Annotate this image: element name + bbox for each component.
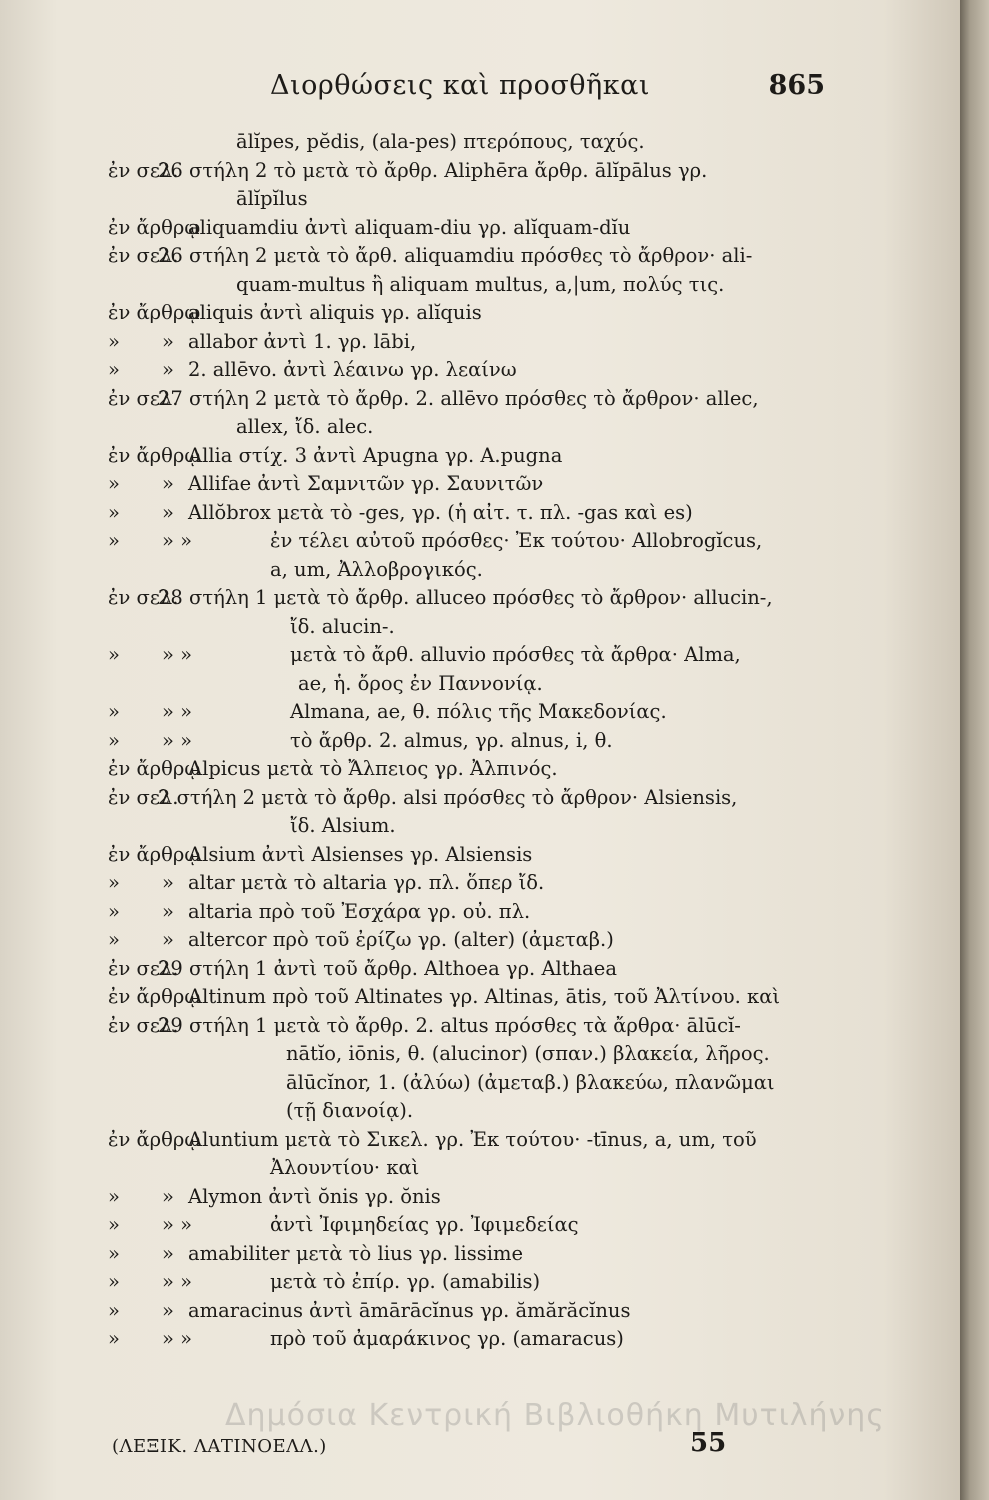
ditto-marker: » »	[162, 1213, 193, 1236]
errata-text: Ἀλουντίου· καὶ	[270, 1156, 420, 1179]
location-marker: »	[108, 728, 120, 752]
errata-text: ἀντὶ Ἰφιμηδείας γρ. Ἰφιμεδείας	[270, 1213, 579, 1236]
location-marker: »	[108, 1213, 120, 1236]
errata-text: Alymon ἀντὶ ŏnis γρ. ŏnis	[188, 1184, 441, 1208]
errata-line	[0, 812, 960, 841]
ditto-marker: » »	[162, 700, 193, 723]
errata-line	[0, 1154, 960, 1183]
errata-text: Almana, ae, θ. πόλις τῆς Μακεδονίας.	[290, 700, 667, 723]
errata-text: nātĭo, iōnis, θ. (alucinor) (σπαν.) βλακεία, λῆρος.	[286, 1042, 770, 1065]
ditto-marker: »	[162, 500, 174, 524]
location-marker: ἐν ἄρθρῳ	[108, 215, 201, 239]
errata-text: Aluntium μετὰ τὸ Σικελ. γρ. Ἐκ τούτου· -tīnus, a, um, τοῦ	[188, 1127, 757, 1151]
errata-text: 29 στήλη 1 μετὰ τὸ ἄρθρ. 2. altus πρόσθες τὰ ἄρθρα· ālūcĭ-	[158, 1013, 741, 1037]
printer-signature: (ΛΕΞΙΚ. ΛΑΤΙΝΟΕΛΛ.)	[112, 1436, 327, 1457]
errata-text: μετὰ τὸ ἄρθ. alluvio πρόσθες τὰ ἄρθρα· Alma,	[290, 643, 741, 666]
errata-line	[0, 1183, 960, 1212]
errata-line	[0, 1297, 960, 1326]
location-marker: »	[108, 472, 120, 495]
ditto-marker: » »	[162, 728, 193, 752]
errata-line	[0, 1097, 960, 1126]
errata-line	[0, 1211, 960, 1240]
location-marker: »	[108, 700, 120, 723]
errata-text: 29 στήλη 1 ἀντὶ τοῦ ἄρθρ. Althoea γρ. Althaea	[158, 956, 617, 980]
errata-line	[0, 1268, 960, 1297]
ditto-marker: »	[162, 472, 174, 495]
location-marker: ἐν σελ.	[108, 386, 179, 410]
errata-line	[0, 926, 960, 955]
page-number: 865	[768, 70, 825, 101]
errata-text: μετὰ τὸ ἐπίρ. γρ. (amabilis)	[270, 1270, 541, 1293]
location-marker: »	[108, 1270, 120, 1293]
errata-text: ae, ἡ. ὄρος ἐν Παννονίᾳ.	[298, 671, 543, 695]
errata-line	[0, 898, 960, 927]
location-marker: ἐν ἄρθρῳ	[108, 757, 201, 780]
location-marker: ἐν σελ.	[108, 1013, 179, 1037]
errata-line	[0, 214, 960, 243]
ditto-marker: »	[162, 871, 174, 894]
location-marker: ἐν ἄρθρῳ	[108, 301, 201, 324]
errata-line	[0, 1325, 960, 1354]
book-spine-shadow	[960, 0, 989, 1500]
errata-line	[0, 727, 960, 756]
location-marker: ἐν ἄρθρῳ	[108, 443, 201, 467]
location-marker: »	[108, 1298, 120, 1322]
location-marker: »	[108, 928, 120, 951]
errata-text: (τῇ διανοίᾳ).	[286, 1099, 414, 1122]
location-marker: ἐν ἄρθρῳ	[108, 842, 201, 866]
location-marker: ἐν σελ.	[108, 785, 179, 809]
errata-text: ālĭpes, pĕdis, (ala-pes) πτερόπους, ταχύς.	[236, 130, 645, 153]
errata-text: ἐν τέλει αὐτοῦ πρόσθες· Ἐκ τούτου· Allobrogĭcus,	[270, 529, 763, 552]
ditto-marker: »	[162, 1184, 174, 1208]
errata-text: amabiliter μετὰ τὸ lius γρ. lissime	[188, 1241, 523, 1265]
location-marker: ἐν ἄρθρῳ	[108, 1127, 201, 1151]
errata-line	[0, 1069, 960, 1098]
location-marker: ἐν σελ.	[108, 586, 179, 609]
errata-line	[0, 185, 960, 214]
ditto-marker: »	[162, 1241, 174, 1265]
ditto-marker: »	[162, 899, 174, 923]
errata-line	[0, 784, 960, 813]
errata-text: altaria πρὸ τοῦ Ἐσχάρα γρ. οὐ. πλ.	[188, 899, 531, 923]
errata-text: a, um, Ἀλλοβρογικός.	[270, 557, 483, 581]
errata-line	[0, 1012, 960, 1041]
errata-line	[0, 299, 960, 328]
location-marker: ἐν σελ.	[108, 956, 179, 980]
errata-text: 26 στήλη 2 μετὰ τὸ ἄρθ. aliquamdiu πρόσθες τὸ ἄρθρον· ali-	[158, 244, 753, 267]
errata-line	[0, 584, 960, 613]
errata-line	[0, 613, 960, 642]
errata-text: ἴδ. Alsium.	[290, 814, 396, 837]
ditto-marker: »	[162, 1298, 174, 1322]
errata-text: altar μετὰ τὸ altaria γρ. πλ. ὅπερ ἴδ.	[188, 871, 545, 894]
ditto-marker: »	[162, 928, 174, 951]
errata-text: 26 στήλη 2 τὸ μετὰ τὸ ἄρθρ. Aliphēra ἄρθρ. ālĭpālus γρ.	[158, 158, 708, 182]
errata-text: τὸ ἄρθρ. 2. almus, γρ. alnus, i, θ.	[290, 728, 613, 752]
errata-line	[0, 328, 960, 357]
errata-line	[0, 527, 960, 556]
errata-line	[0, 1040, 960, 1069]
library-watermark: Δημόσια Κεντρική Βιβλιοθήκη Μυτιλήνης	[225, 1398, 885, 1433]
gathering-number: 55	[690, 1428, 727, 1458]
errata-line	[0, 955, 960, 984]
errata-line	[0, 499, 960, 528]
errata-line	[0, 641, 960, 670]
location-marker: ἐν ἄρθρῳ	[108, 985, 201, 1008]
errata-text: allabor ἀντὶ 1. γρ. lābi,	[188, 329, 417, 353]
errata-text: aliquis ἀντὶ aliquis γρ. alĭquis	[188, 301, 482, 324]
errata-list	[0, 128, 960, 1354]
location-marker: »	[108, 1184, 120, 1208]
errata-text: Allŏbrox μετὰ τὸ -ges, γρ. (ἡ αἰτ. τ. πλ. -gas καὶ es)	[188, 500, 693, 524]
errata-text: aliquamdiu ἀντὶ aliquam-diu γρ. alĭquam-dĭu	[188, 215, 631, 239]
errata-line	[0, 983, 960, 1012]
errata-line	[0, 869, 960, 898]
ditto-marker: »	[162, 329, 174, 353]
errata-text: 2 στήλη 2 μετὰ τὸ ἄρθρ. alsi πρόσθες τὸ ἄρθρον· Alsiensis,	[158, 785, 738, 809]
errata-line	[0, 1126, 960, 1155]
errata-line	[0, 128, 960, 157]
errata-text: ālūcĭnor, 1. (ἀλύω) (ἀμεταβ.) βλακεύω, πλανῶμαι	[286, 1070, 775, 1094]
errata-text: Alpicus μετὰ τὸ Ἄλπειος γρ. Ἀλπινός.	[188, 757, 558, 780]
running-title: Διορθώσεις καὶ προσθῆκαι	[270, 70, 650, 101]
location-marker: »	[108, 529, 120, 552]
page-footer	[0, 1428, 960, 1468]
errata-text: quam-multus ἢ aliquam multus, a,|um, πολύς τις.	[236, 272, 725, 296]
errata-line	[0, 841, 960, 870]
errata-text: allex, ἴδ. alec.	[236, 415, 374, 438]
errata-text: πρὸ τοῦ ἀμαράκινος γρ. (amaracus)	[270, 1327, 624, 1350]
location-marker: ἐν σελ.	[108, 244, 179, 267]
location-marker: ἐν σελ.	[108, 158, 179, 182]
errata-text: amaracinus ἀντὶ āmārācĭnus γρ. ămărăcĭnus	[188, 1298, 631, 1322]
errata-text: 27 στήλη 2 μετὰ τὸ ἄρθρ. 2. allēvo πρόσθες τὸ ἄρθρον· allec,	[158, 386, 759, 410]
location-marker: »	[108, 1327, 120, 1350]
location-marker: »	[108, 871, 120, 894]
errata-line	[0, 755, 960, 784]
errata-line	[0, 413, 960, 442]
ditto-marker: » »	[162, 529, 193, 552]
ditto-marker: »	[162, 358, 174, 381]
errata-line	[0, 271, 960, 300]
errata-text: altercor πρὸ τοῦ ἐρίζω γρ. (alter) (ἀμεταβ.)	[188, 928, 614, 951]
errata-text: Alsium ἀντὶ Alsienses γρ. Alsiensis	[188, 842, 533, 866]
errata-line	[0, 385, 960, 414]
errata-line	[0, 670, 960, 699]
location-marker: »	[108, 643, 120, 666]
page-header	[0, 70, 960, 110]
errata-line	[0, 157, 960, 186]
errata-text: 2. allēvo. ἀντὶ λέαινω γρ. λεαίνω	[188, 358, 517, 381]
location-marker: »	[108, 358, 120, 381]
errata-line	[0, 356, 960, 385]
errata-line	[0, 698, 960, 727]
ditto-marker: » »	[162, 1270, 193, 1293]
errata-text: Altinum πρὸ τοῦ Altinates γρ. Altinas, ātis, τοῦ Ἀλτίνου. καὶ	[188, 985, 781, 1008]
ditto-marker: » »	[162, 643, 193, 666]
location-marker: »	[108, 329, 120, 353]
errata-line	[0, 470, 960, 499]
errata-text: Allifae ἀντὶ Σαμνιτῶν γρ. Σαυνιτῶν	[188, 472, 544, 495]
errata-line	[0, 1240, 960, 1269]
errata-text: ālĭpĭlus	[236, 187, 308, 210]
ditto-marker: » »	[162, 1327, 193, 1350]
errata-text: 28 στήλη 1 μετὰ τὸ ἄρθρ. alluceo πρόσθες τὸ ἄρθρον· allucin-,	[158, 586, 773, 609]
location-marker: »	[108, 1241, 120, 1265]
location-marker: »	[108, 500, 120, 524]
errata-line	[0, 556, 960, 585]
errata-text: Allia στίχ. 3 ἀντὶ Apugna γρ. A.pugna	[188, 443, 563, 467]
errata-text: ἴδ. alucin-.	[290, 614, 395, 638]
location-marker: »	[108, 899, 120, 923]
errata-line	[0, 242, 960, 271]
errata-line	[0, 442, 960, 471]
